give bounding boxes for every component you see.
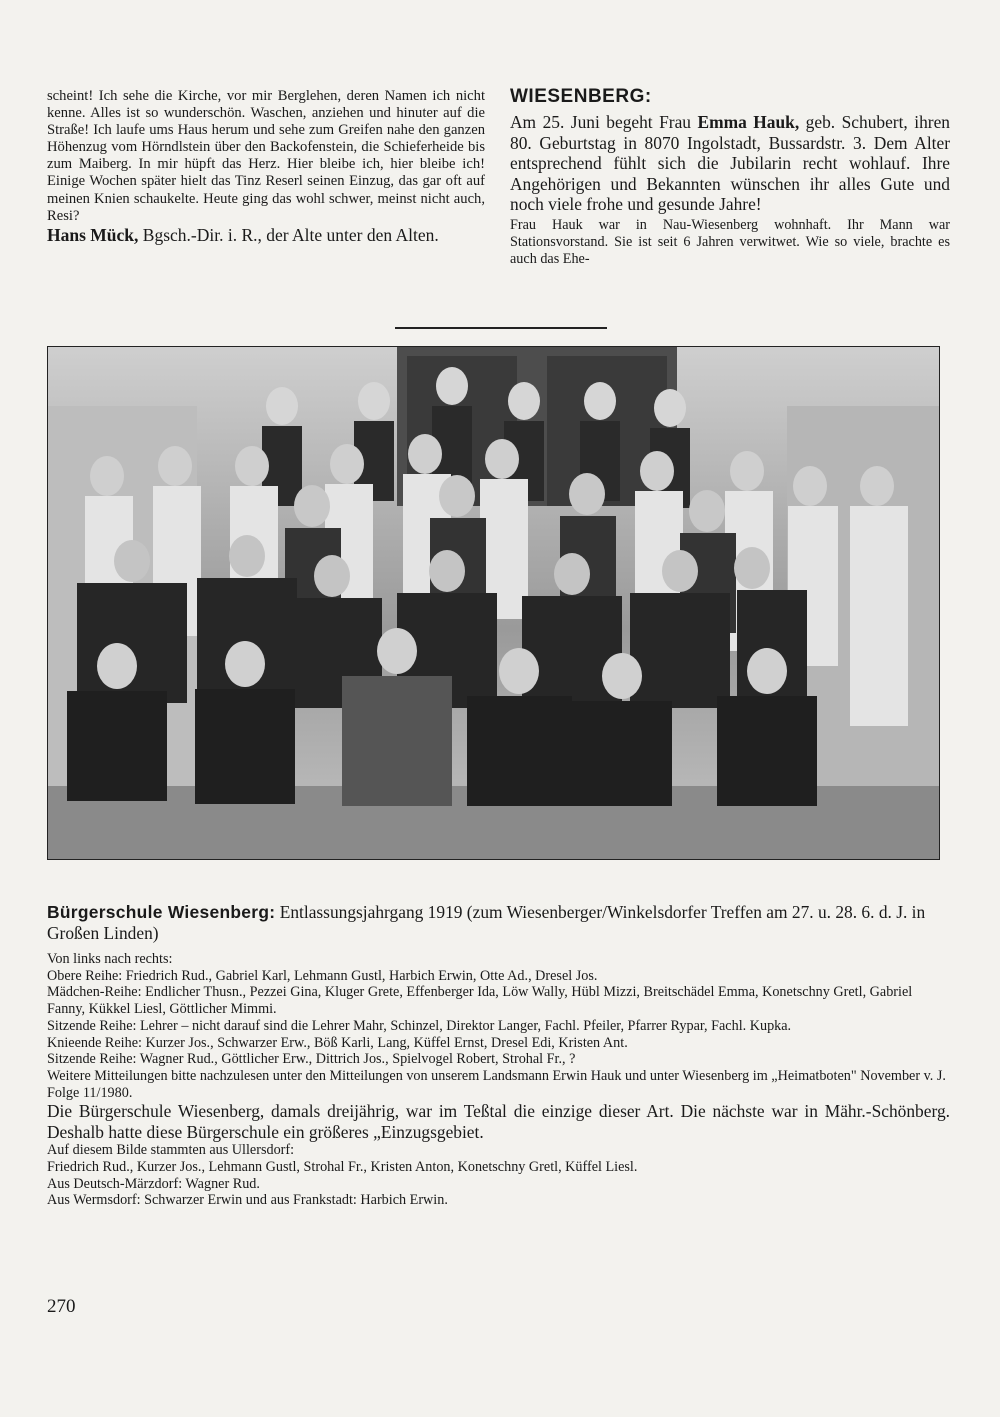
origin-line: Auf diesem Bilde stammten aus Ullersdorf:: [47, 1142, 295, 1159]
right-column: [510, 86, 950, 269]
lead-name: Emma Hauk,: [697, 112, 800, 132]
author-signature: [47, 225, 485, 245]
caption-line: Von links nach rechts:: [47, 951, 173, 967]
caption-line: Weitere Mitteilungen bitte nachzulesen unter den Mitteilungen von unserem Landsmann Erwin Hauk und unter Wiesenberg im „Heimatboten" November v. J. Folge 11/1980.: [47, 1067, 946, 1101]
caption-line: Sitzende Reihe: Lehrer – nicht darauf sind die Lehrer Mahr, Schinzel, Direktor Langer, Fachl. Pfeiler, Pfarrer Rypar, Fachl. Kupka.: [47, 1017, 792, 1034]
caption-line: Mädchen-Reihe: Endlicher Thusn., Pezzei Gina, Kluger Grete, Effenberger Ida, Löw Wally, Hübl Mizzi, Breitschädel Emma, Konetschny Gretl, Gabriel Fanny, Kükkel Liesl, Göttlicher Mimmi.: [47, 984, 913, 1018]
caption-line: Sitzende Reihe: Wagner Rud., Göttlicher Erw., Dittrich Jos., Spielvogel Robert, Strohal Fr., ?: [47, 1051, 576, 1068]
caption-title: [47, 902, 950, 943]
photo-caption: [47, 902, 950, 1209]
origin-line: Friedrich Rud., Kurzer Jos., Lehmann Gustl, Strohal Fr., Kristen Anton, Konetschny Gretl, Küffel Liesl.: [47, 1159, 638, 1176]
author-title: Bgsch.-Dir. i. R., der Alte unter den Alten.: [142, 224, 439, 245]
left-column-text: scheint! Ich sehe die Kirche, vor mir Berglehen, deren Namen ich nicht kenne. Alles ist so wunderschön. Waschen, anziehen und hinuter auf die Straße! Ich laufe ums Haus herum und sehe zum Greifen nahe den ganzen Höhenzug vom Hörndlstein über den Backofenstein, die Schieferheide bis zum Maiberg. In mir hüpft das Herz. Hier bleibe ich, hier bleibe ich! Einige Wochen später hielt das Tinz Reserl seinen Einzug, das gar oft auf meinen Knien schaukelte. Heute ging das wohl schwer, meinst nicht auch, Resi?: [47, 88, 485, 224]
class-photograph: [47, 346, 940, 860]
caption-line: Knieende Reihe: Kurzer Jos., Schwarzer Erw., Böß Karli, Lang, Küffel Ernst, Dresel Edi, Kristen Ant.: [47, 1034, 628, 1051]
birthday-notice: [510, 112, 950, 215]
author-name: Hans Mück,: [47, 224, 139, 245]
page-number: 270: [47, 1296, 76, 1317]
caption-title-rest: Entlassungsjahrgang 1919 (zum Wiesenberger/Winkelsdorfer Treffen am 27. u. 28. 6. d. J. in Großen Linden): [47, 902, 926, 943]
caption-line: Obere Reihe: Friedrich Rud., Gabriel Karl, Lehmann Gustl, Harbich Erwin, Otte Ad., Dresel Jos.: [47, 967, 598, 984]
lead-after: geb. Schubert, ihren 80. Geburtstag in 8070 Ingolstadt, Bussardstr. 3. Dem Alter entsprechend fühlt sich die Jubilarin recht wohlauf. Ihre Angehörigen und Bekannten wünschen ihr alles Gute und noch viele frohe und gesunde Jahre!: [510, 112, 951, 215]
caption-paragraph: Die Bürgerschule Wiesenberg, damals dreijährig, war im Teßtal die einzige dieser Art. Die nächste war in Mähr.-Schönberg. Deshalb hatte diese Bürgerschule ein größeres „Einzugsgebiet.: [47, 1101, 950, 1142]
section-heading: WIESENBERG:: [510, 86, 652, 107]
right-column-body: Frau Hauk war in Nau-Wiesenberg wohnhaft. Ihr Mann war Stationsvorstand. Sie ist seit 6 Jahren verwitwet. Wie so viele, brachte es auch das Ehe-: [510, 216, 950, 268]
lead-before: Am 25. Juni begeht Frau: [510, 112, 691, 132]
divider-rule: [395, 327, 607, 329]
origin-line: Aus Deutsch-Märzdorf: Wagner Rud.: [47, 1175, 260, 1192]
left-column: [47, 88, 485, 245]
origin-line: Aus Wermsdorf: Schwarzer Erwin und aus Frankstadt: Harbich Erwin.: [47, 1192, 448, 1209]
caption-title-bold: Bürgerschule Wiesenberg:: [47, 902, 276, 922]
